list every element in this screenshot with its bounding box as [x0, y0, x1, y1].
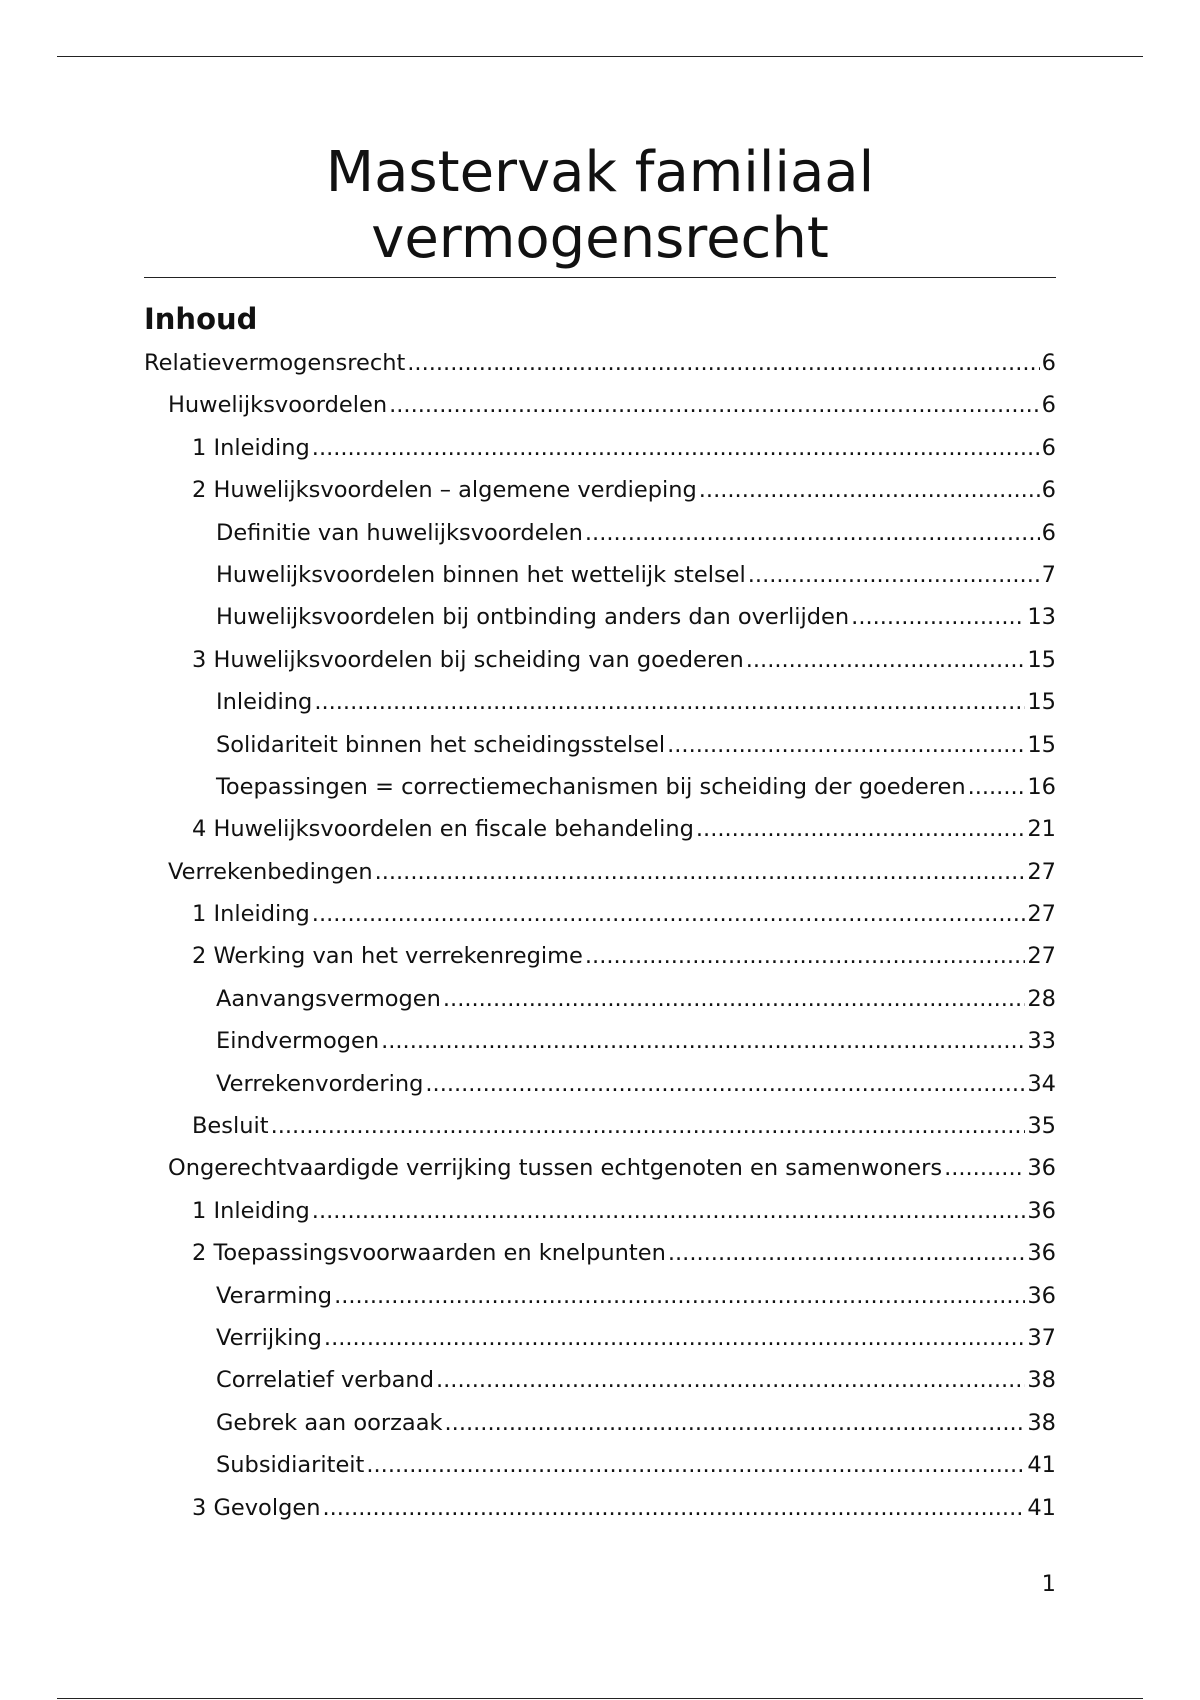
toc-entry-label: 4 Huwelijksvoordelen en fiscale behandeling	[192, 816, 694, 843]
toc-entry-page: 34	[1027, 1070, 1056, 1097]
toc-entry-page: 21	[1027, 816, 1056, 843]
toc-dot-leader	[968, 774, 1026, 800]
toc-dot-leader	[375, 859, 1026, 885]
toc-entry-page: 38	[1027, 1409, 1056, 1436]
toc-entry[interactable]	[144, 1028, 1056, 1070]
toc-entry-page: 33	[1027, 1028, 1056, 1055]
toc-entry-label: Correlatief verband	[216, 1367, 434, 1394]
toc-entry-page: 13	[1027, 604, 1056, 631]
toc-entry[interactable]	[144, 689, 1056, 731]
toc-entry[interactable]	[144, 1113, 1056, 1155]
toc-entry-page: 36	[1027, 1197, 1056, 1224]
toc-dot-leader	[748, 562, 1040, 588]
toc-dot-leader	[443, 986, 1025, 1012]
toc-entry-page: 35	[1027, 1113, 1056, 1140]
toc-entry-page: 6	[1041, 434, 1056, 461]
toc-entry[interactable]	[144, 1071, 1056, 1113]
toc-dot-leader	[667, 732, 1025, 758]
toc-entry-label: Inleiding	[216, 689, 313, 716]
toc-dot-leader	[271, 1113, 1026, 1139]
toc-dot-leader	[312, 435, 1040, 461]
toc-entry-label: Verrijking	[216, 1324, 322, 1351]
toc-entry[interactable]	[144, 1240, 1056, 1282]
toc-entry[interactable]	[144, 986, 1056, 1028]
toc-entry-page: 7	[1041, 561, 1056, 588]
toc-entry[interactable]	[144, 859, 1056, 901]
toc-entry-label: Solidariteit binnen het scheidingsstelsel	[216, 731, 666, 758]
toc-entry[interactable]	[144, 392, 1056, 434]
toc-entry-label: Gebrek aan oorzaak	[216, 1409, 443, 1436]
toc-dot-leader	[585, 520, 1040, 546]
toc-entry-label: Eindvermogen	[216, 1028, 380, 1055]
toc-dot-leader	[324, 1325, 1025, 1351]
toc-dot-leader	[314, 689, 1025, 715]
toc-entry-page: 15	[1027, 646, 1056, 673]
toc-entry[interactable]	[144, 816, 1056, 858]
toc-entry-label: Besluit	[192, 1113, 269, 1140]
toc-entry-label: Huwelijksvoordelen bij ontbinding anders dan overlijden	[216, 604, 850, 631]
toc-entry[interactable]	[144, 732, 1056, 774]
toc-entry-page: 41	[1027, 1494, 1056, 1521]
toc-entry-page: 6	[1041, 477, 1056, 504]
toc-entry[interactable]	[144, 1283, 1056, 1325]
toc-entry-label: 2 Werking van het verrekenregime	[192, 943, 583, 970]
toc-dot-leader	[585, 943, 1025, 969]
toc-entry-page: 36	[1027, 1282, 1056, 1309]
toc-entry[interactable]	[144, 1198, 1056, 1240]
toc-entry[interactable]	[144, 520, 1056, 562]
toc-entry-label: Huwelijksvoordelen binnen het wettelijk stelsel	[216, 561, 746, 588]
table-of-contents	[144, 350, 1056, 1537]
toc-entry[interactable]	[144, 1367, 1056, 1409]
toc-entry[interactable]	[144, 1155, 1056, 1197]
toc-dot-leader	[312, 1198, 1026, 1224]
toc-entry-page: 28	[1027, 985, 1056, 1012]
toc-entry-label: Aanvangsvermogen	[216, 985, 441, 1012]
toc-entry-page: 6	[1041, 350, 1056, 376]
footer-rule	[57, 1698, 1143, 1699]
toc-heading: Inhoud	[144, 302, 258, 336]
toc-entry-label: 3 Gevolgen	[192, 1494, 321, 1521]
header-rule	[57, 56, 1143, 57]
toc-dot-leader	[699, 477, 1040, 503]
toc-entry-page: 37	[1027, 1324, 1056, 1351]
toc-entry-page: 41	[1027, 1452, 1056, 1479]
toc-entry[interactable]	[144, 350, 1056, 392]
toc-entry[interactable]	[144, 562, 1056, 604]
toc-entry-page: 36	[1027, 1155, 1056, 1182]
page-number: 1	[1041, 1571, 1056, 1597]
toc-entry-page: 38	[1027, 1367, 1056, 1394]
toc-dot-leader	[944, 1155, 1025, 1181]
toc-entry-label: Ongerechtvaardigde verrijking tussen echtgenoten en samenwoners	[168, 1155, 943, 1182]
toc-dot-leader	[389, 392, 1040, 418]
document-title	[144, 140, 1056, 272]
toc-entry[interactable]	[144, 435, 1056, 477]
toc-dot-leader	[334, 1283, 1025, 1309]
toc-entry-label: 3 Huwelijksvoordelen bij scheiding van goederen	[192, 646, 744, 673]
toc-entry-label: Subsidiariteit	[216, 1452, 365, 1479]
toc-entry-label: Relatievermogensrecht	[144, 350, 406, 376]
toc-entry-page: 27	[1027, 901, 1056, 928]
toc-entry-label: 2 Huwelijksvoordelen – algemene verdieping	[192, 477, 697, 504]
toc-dot-leader	[381, 1028, 1025, 1054]
toc-entry-label: 1 Inleiding	[192, 901, 310, 928]
toc-dot-leader	[851, 604, 1025, 630]
toc-entry-page: 15	[1027, 731, 1056, 758]
toc-entry-label: Verrekenbedingen	[168, 858, 373, 885]
toc-entry[interactable]	[144, 943, 1056, 985]
toc-entry-page: 27	[1027, 858, 1056, 885]
toc-dot-leader	[366, 1452, 1025, 1478]
toc-dot-leader	[322, 1495, 1025, 1521]
toc-entry-label: Verarming	[216, 1282, 333, 1309]
toc-dot-leader	[407, 350, 1039, 376]
toc-entry-label: 2 Toepassingsvoorwaarden en knelpunten	[192, 1240, 666, 1267]
toc-entry[interactable]	[144, 647, 1056, 689]
toc-entry-page: 27	[1027, 943, 1056, 970]
toc-entry-page: 16	[1027, 773, 1056, 800]
toc-entry-page: 15	[1027, 689, 1056, 716]
toc-entry[interactable]	[144, 1452, 1056, 1494]
document-title-line-2: vermogensrecht	[371, 206, 829, 271]
toc-entry-label: Verrekenvordering	[216, 1070, 424, 1097]
toc-entry[interactable]	[144, 604, 1056, 646]
toc-dot-leader	[436, 1367, 1025, 1393]
toc-entry[interactable]	[144, 774, 1056, 816]
toc-dot-leader	[445, 1410, 1026, 1436]
document-title-line-1: Mastervak familiaal	[325, 140, 875, 205]
toc-entry-label: Huwelijksvoordelen	[168, 392, 388, 419]
toc-entry[interactable]	[144, 901, 1056, 943]
toc-entry-label: 1 Inleiding	[192, 434, 310, 461]
toc-entry-label: Toepassingen = correctiemechanismen bij scheiding der goederen	[216, 773, 966, 800]
toc-dot-leader	[312, 901, 1026, 927]
toc-entry[interactable]	[144, 477, 1056, 519]
toc-dot-leader	[425, 1071, 1025, 1097]
title-underline	[144, 277, 1056, 278]
toc-dot-leader	[668, 1240, 1025, 1266]
toc-entry-page: 6	[1041, 392, 1056, 419]
toc-entry[interactable]	[144, 1410, 1056, 1452]
toc-entry-page: 6	[1041, 519, 1056, 546]
toc-entry[interactable]	[144, 1325, 1056, 1367]
toc-entry-label: Definitie van huwelijksvoordelen	[216, 519, 583, 546]
toc-entry-label: 1 Inleiding	[192, 1197, 310, 1224]
toc-dot-leader	[696, 816, 1025, 842]
toc-entry-page: 36	[1027, 1240, 1056, 1267]
toc-dot-leader	[746, 647, 1026, 673]
toc-entry[interactable]	[144, 1495, 1056, 1537]
